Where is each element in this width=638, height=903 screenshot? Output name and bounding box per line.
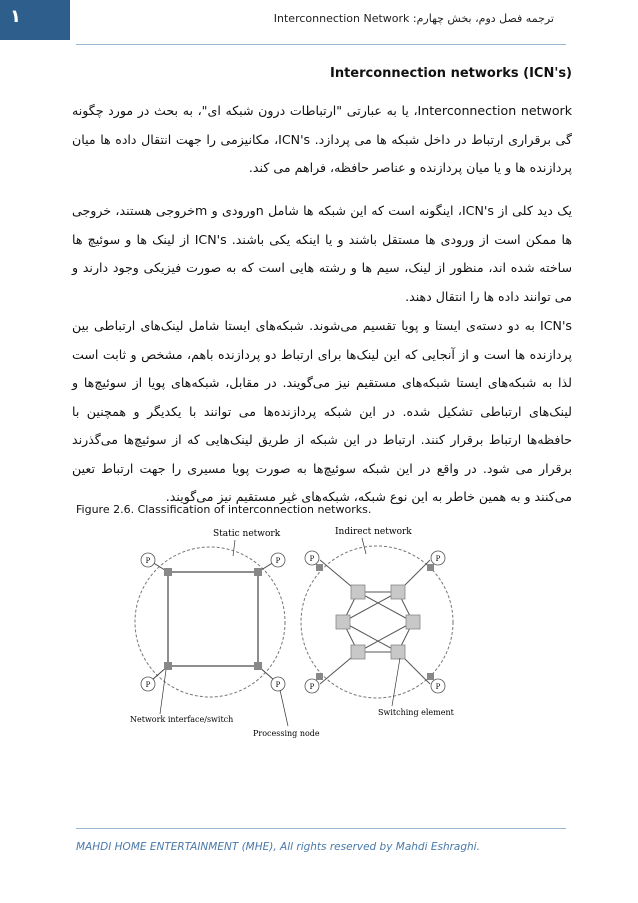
page-number: ١ — [10, 6, 21, 27]
running-title: ترجمه فصل دوم، بخش چهارم: Interconnection Network — [273, 12, 554, 25]
static-network-label: Static network — [213, 529, 281, 539]
processing-node-label: Processing node — [253, 729, 320, 738]
switching-element-label: Switching element — [378, 708, 454, 717]
paragraph-1: Interconnection network، یا به عبارتی "ارتباطات درون شبکه ای"، به بحث در مورد چگونه گی برقراری ارتباط در داخل شبکه ها می پردازد. ICN's، مکانیزمی را جهت انتقال داده ها میان پردازنده ها و یا میان پردازنده و عناصر حافظه، فراهم می کند. — [72, 103, 572, 175]
node-label: P — [275, 681, 281, 689]
section-title: Interconnection networks (ICN's) — [330, 66, 572, 81]
interface-label: Network interface/switch — [130, 715, 234, 724]
paragraph-2: یک دید کلی از ICN's، اینگونه است که این شبکه ها شامل nورودی و mخروجی هستند، خروجی ها ممکن است از ورودی ها مستقل باشند و یا اینکه یکی باشند. ICN's از لینک ها و سوئیچ ها ساخته شده اند، منظور از لینک، سیم ها و رشته هایی است که به صورت فیزیکی وجود دارند و می توانند داده ها را انتقال دهند. — [72, 203, 572, 304]
header-divider — [76, 44, 566, 45]
static-network-diagram — [130, 529, 320, 738]
page-number-box — [0, 0, 70, 40]
footer-copyright: MAHDI HOME ENTERTAINMENT (MHE), All rights reserved by Mahdi Eshraghi. — [76, 841, 480, 853]
indirect-network-label: Indirect network — [335, 527, 412, 537]
footer-divider — [76, 828, 566, 829]
node-label: P — [435, 683, 441, 691]
network-figure — [130, 522, 490, 742]
node-label: P — [309, 683, 315, 691]
paragraph-3: ICN's به دو دسته‌ی ایستا و پویا تقسیم می‌شوند. شبکه‌های ایستا شامل لینک‌های ارتباطی بین پردازنده ها است و از آنجایی که این لینک‌ها برای ارتباط دو پردازنده باهم، مشخص و ثابت است لذا به شبکه‌های ایستا شبکه‌های مستقیم نیز می‌گویند. در مقابل، شبکه‌های پویا از سوئیچ‌ها و لینک‌های ارتباطی تشکیل شده. در این شبکه پردازنده‌ها می توانند با یکدیگر و همچنین با حافظه‌ها ارتباط برقرار کنند. ارتباط در این شبکه از طریق لینک‌هایی که از سوئیچ‌ها می‌گذرند برقرار می شود. در واقع در این شبکه سوئیچ‌ها به صورت پویا مسیری را جهت ارتباط تعین می‌کنند و به همین خاطر به این نوع شبکه، شبکه‌های غیر مستقیم نیز می‌گویند. — [72, 318, 572, 504]
node-label: P — [309, 555, 315, 563]
figure-caption: Figure 2.6. Classification of interconnection networks. — [76, 503, 372, 516]
indirect-network-diagram — [301, 527, 455, 717]
node-label: P — [435, 555, 441, 563]
node-label: P — [145, 681, 151, 689]
node-label: P — [145, 557, 151, 565]
node-label: P — [275, 557, 281, 565]
